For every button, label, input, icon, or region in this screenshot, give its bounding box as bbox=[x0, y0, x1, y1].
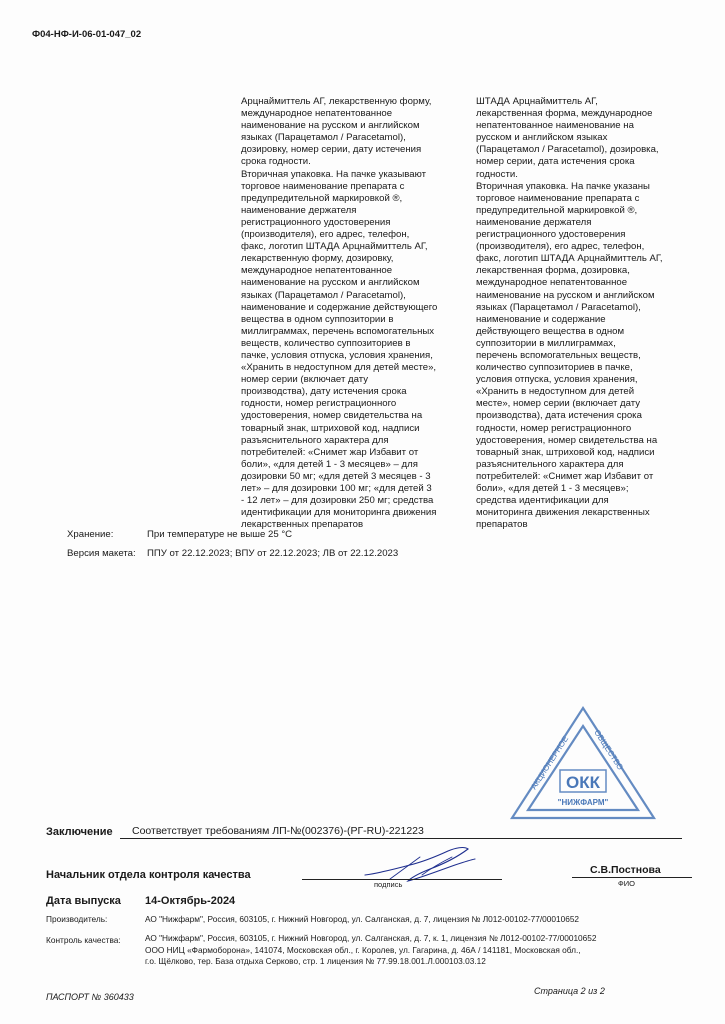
conclusion-value: Соответствует требованиям ЛП-№(002376)-(РГ-RU)-221223 bbox=[132, 825, 424, 837]
qc-head-title: Начальник отдела контроля качества bbox=[46, 869, 251, 881]
release-date-label: Дата выпуска bbox=[46, 895, 121, 907]
right-column-text: ШТАДА Арцнаймиттель АГ, лекарственная форма, международное непатентованное наименование на русском и английском языках (Парацетамол / Paracetamol), дозировка, номер серии, дата истечения срока годности. Вторичная упаковка. На пачке указаны торговое наименование препарата с предупредительной маркировкой ®, наименование держателя регистрационного удостоверения (производителя), его адрес, телефон, факс, логотип ШТАДА Арцнаймиттель АГ, лекарственная форма, дозировка, международное непатентованное наименование на русском и английском языках (Парацетамол / Paracetamol), наименование и содержание действующего вещества в одном суппозитории в миллиграммах, перечень вспомогательных веществ, количество суппозиториев в пачке, условия отпуска, условия хранения, «Хранить в недоступном для детей месте», номер серии (включает дату производства), дата истечения срока годности, номер регистрационного удостоверения, номер свидетельства на товарный знак, штриховой код, надписи разъяснительного характера для потребителей: «Снимет жар Избавит от боли», «для детей 1 - 3 месяцев»; средства идентификации для мониторинга движения лекарственных препаратов bbox=[476, 96, 663, 531]
version-label: Версия макета: bbox=[67, 548, 136, 559]
stamp-bottom: "НИЖФАРМ" bbox=[557, 798, 609, 807]
page-number: Страница 2 из 2 bbox=[534, 986, 605, 996]
stamp-line1: АКЦИОНЕРНОЕ bbox=[529, 734, 571, 792]
signer-name: С.В.Постнова bbox=[590, 864, 661, 876]
conclusion-underline bbox=[120, 838, 682, 839]
passport-number: ПАСПОРТ № 360433 bbox=[46, 992, 134, 1002]
stamp-line2: ОБЩЕСТВО bbox=[592, 728, 625, 772]
okk-stamp bbox=[508, 704, 658, 822]
fio-line bbox=[572, 877, 692, 878]
manufacturer-label: Производитель: bbox=[46, 914, 108, 924]
form-code: Ф04-НФ-И-06-01-047_02 bbox=[32, 29, 142, 40]
quality-control-value: АО "Нижфарм", Россия, 603105, г. Нижний Новгород, ул. Салганская, д. 7, к. 1, лицензия № Л012-00102-77/00010652 ООО НИЦ «Фармоборона», 141074, Московская обл., г. Королев, ул. Гагарина, д. 46А / 141181, Московская обл., г.о. Щёлково, тер. База отдыха Серково, стр. 1 лицензия № 77.99.18.001.Л.000103.03.12 bbox=[145, 933, 597, 966]
storage-value: При температуре не выше 25 °С bbox=[147, 529, 293, 540]
left-column-text: Арцнаймиттель АГ, лекарственную форму, международное непатентованное наименование на русском и английском языках (Парацетамол / Paracetamol), дозировку, номер серии, дату истечения срока годности. Вторичная упаковка. На пачке указывают торговое наименование препарата с предупредительной маркировкой ®, наименование держателя регистрационного удостоверения (производителя), его адрес, телефон, факс, логотип ШТАДА Арцнаймиттель АГ, лекарственную форму, дозировку, международное непатентованное наименование на русском и английском языках (Парацетамол / Paracetamol), наименование и содержание действующего вещества в одном суппозитории в миллиграммах, перечень вспомогательных веществ, количество суппозиториев в пачке, условия отпуска, условия хранения, «Хранить в недоступном для детей месте», номер серии (включает дату производства), дату истечения срока годности, номер регистрационного удостоверения, номер свидетельства на товарный знак, штриховой код, надписи разъяснительного характера для потребителей: «Снимет жар Избавит от боли», «для детей 1 - 3 месяцев» – для дозировки 50 мг; «для детей 3 месяцев - 3 лет» – для дозировки 100 мг; «для детей 3 - 12 лет» – для дозировки 250 мг; средства идентификации для мониторинга движения лекарственных препаратов bbox=[241, 96, 438, 531]
release-date-value: 14-Октябрь-2024 bbox=[145, 895, 236, 907]
signature-caption: подпись bbox=[374, 880, 403, 889]
stamp-center: ОКК bbox=[566, 773, 600, 792]
fio-caption: ФИО bbox=[618, 879, 635, 888]
manufacturer-value: АО "Нижфарм", Россия, 603105, г. Нижний Новгород, ул. Салганская, д. 7, лицензия № Л012-00102-77/00010652 bbox=[145, 914, 580, 924]
conclusion-label: Заключение bbox=[46, 826, 113, 838]
version-value: ППУ от 22.12.2023; ВПУ от 22.12.2023; ЛВ от 22.12.2023 bbox=[147, 548, 399, 559]
quality-control-label: Контроль качества: bbox=[46, 935, 121, 945]
storage-label: Хранение: bbox=[67, 529, 114, 540]
